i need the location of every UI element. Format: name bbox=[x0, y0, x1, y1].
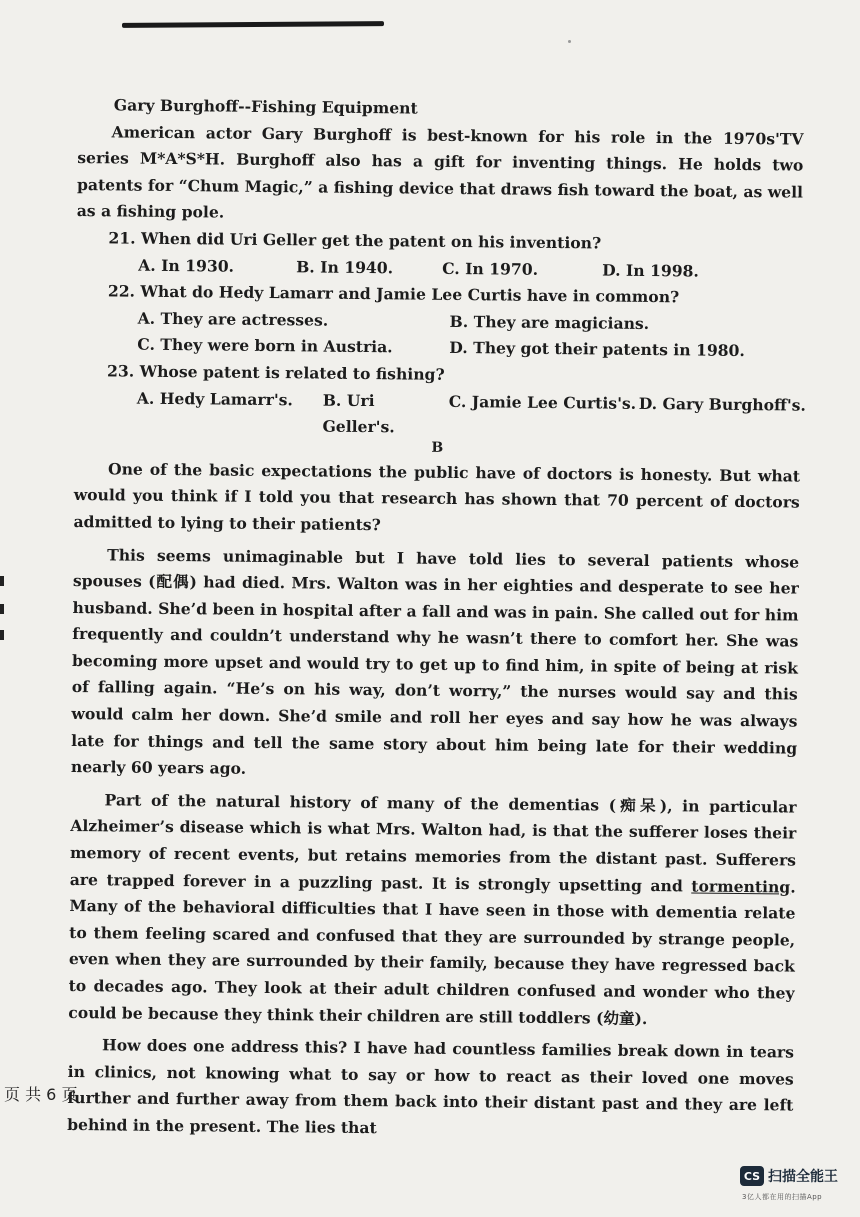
paragraph-text: Part of the natural history of many of the dementias (痴呆), in particular Alzheimer’s disease which is what Mrs. Walton had, is that the sufferer loses their memory of recent events, but retains memories from the distant past. Sufferers are trapped forever in a puzzling past. It is strongly upsetting and bbox=[69, 790, 797, 896]
option-a: A. In 1930. bbox=[138, 255, 235, 276]
scan-speck bbox=[568, 40, 571, 43]
option-c: C. Jamie Lee Curtis's. bbox=[448, 391, 637, 413]
options-row bbox=[136, 385, 806, 445]
option-d: D. In 1998. bbox=[602, 260, 699, 281]
underlined-word: tormenting bbox=[691, 876, 791, 897]
page-footer: 页 共 6 页 bbox=[4, 1085, 78, 1104]
option-d: D. They got their patents in 1980. bbox=[449, 338, 745, 361]
question-stem: 23. Whose patent is related to fishing? bbox=[106, 361, 445, 384]
option-a: A. Hedy Lamarr's. bbox=[136, 388, 293, 409]
option-c: C. In 1970. bbox=[442, 258, 539, 279]
question-stem: 21. When did Uri Geller get the patent on his invention? bbox=[108, 228, 602, 253]
passage-paragraph: American actor Gary Burghoff is best-known for his role in the 1970s'TV series M*A*S*H. Burghoff also has a gift for inventing things. He holds two patents for “Chum Magic,” a fishing device that draws fish toward the boat, as well as a fishing pole. bbox=[76, 121, 804, 222]
question-21 bbox=[76, 225, 803, 286]
passage-paragraph: How does one address this? I have had countless families break down in tears in clinics, not knowing what to say or how to react as their loved one moves further and further away from them back into their distant past and they are left behind in the present. The lies that bbox=[67, 1035, 795, 1138]
option-b: B. Uri Geller's. bbox=[322, 390, 395, 437]
scanner-watermark bbox=[740, 1166, 838, 1186]
option-d: D. Gary Burghoff's. bbox=[638, 393, 806, 415]
scan-edge-line bbox=[122, 21, 384, 28]
question-23 bbox=[74, 358, 806, 445]
watermark-tagline: 3亿人都在用的扫描App bbox=[742, 1193, 823, 1201]
option-b: B. In 1940. bbox=[296, 256, 394, 277]
question-stem: 22. What do Hedy Lamarr and Jamie Lee Curtis have in common? bbox=[107, 281, 680, 307]
exam-page bbox=[67, 92, 804, 1146]
section-label: B bbox=[431, 439, 444, 456]
passage-paragraph: This seems unimaginable but I have told lies to several patients whose spouses (配偶) had died. Mrs. Walton was in her eighties and desperate to see her husband. She’d been in hospital after a fall and was in pain. She called out for him frequently and couldn’t understand why he wasn’t there to comfort her. She was becoming more upset and would try to get up to find him, in spite of being at risk of falling again. “He’s on his way, don’t worry,” the nurses would say and this would calm her down. She’d smile and roll her eyes and say how he was always late for things and tell the same story about him being late for their wedding nearly 60 years ago. bbox=[70, 544, 800, 779]
option-a: A. They are actresses. bbox=[137, 308, 329, 330]
option-b: B. They are magicians. bbox=[449, 311, 650, 333]
option-c: C. They were born in Austria. bbox=[137, 334, 393, 357]
margin-mark bbox=[0, 604, 4, 614]
margin-mark bbox=[0, 576, 4, 586]
passage-paragraph bbox=[68, 787, 796, 1034]
question-22 bbox=[75, 278, 802, 365]
camscanner-logo-icon: CS bbox=[740, 1166, 764, 1186]
passage-paragraph: One of the basic expectations the public have of doctors is honesty. But what would you think if I told you that research has shown that 70 percent of doctors admitted to lying to their patients? bbox=[73, 459, 801, 535]
watermark-name: 扫描全能王 bbox=[768, 1169, 838, 1185]
paragraph-text: . Many of the behavioral difficulties that I have seen in those with dementia relate to them feeling scared and confused that they are surrounded by strange people, even when they are surrounded by their family, because they have regressed back to decades ago. They look at their adult children confused and wonder who they could be because they think their children are still toddlers (幼童). bbox=[68, 877, 796, 1028]
margin-mark bbox=[0, 630, 4, 640]
passage-heading: Gary Burghoff--Fishing Equipment bbox=[113, 95, 418, 118]
